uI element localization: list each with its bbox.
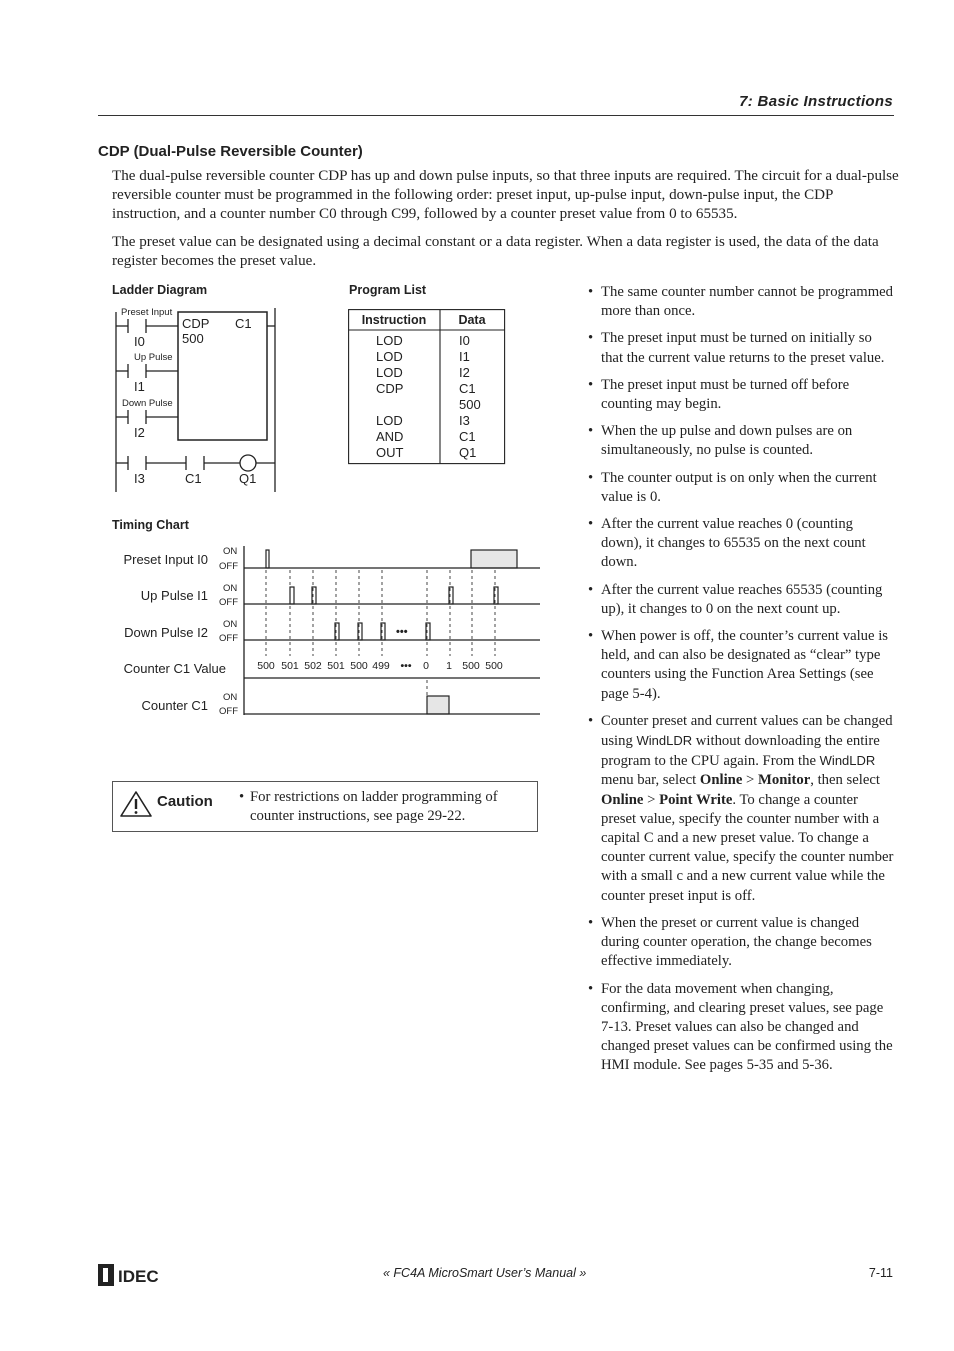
off-label: OFF [219, 597, 238, 608]
label-i0: I0 [134, 334, 145, 349]
label-q1: Q1 [239, 471, 257, 486]
row-instruction: OUT [376, 445, 404, 460]
note-text: After the current value reaches 65535 (counting up), it changes to 0 on the next count up. [601, 581, 883, 617]
menu-name: Point Write [659, 791, 733, 808]
off-label: OFF [219, 561, 238, 572]
coil-q1 [240, 455, 256, 471]
on-label: ON [223, 546, 238, 557]
timing-chart [108, 538, 544, 718]
col-data-header: Data [458, 313, 486, 327]
intro-paragraph-2: The preset value can be designated using a decimal constant or a data register. When a data register is used, the data of the data register becomes the preset value. [112, 234, 879, 270]
section-title: CDP (Dual-Pulse Reversible Counter) [98, 143, 363, 160]
bullet-symbol: • [588, 914, 594, 931]
box-counter: C1 [235, 316, 252, 331]
counter-value: 0 [423, 660, 429, 672]
software-name: WindLDR [636, 733, 693, 749]
box-preset: 500 [182, 331, 204, 346]
list-item [588, 515, 894, 573]
counter-value: 502 [304, 660, 322, 672]
label-i1: I1 [134, 379, 145, 394]
notes-list [588, 283, 894, 1084]
list-item [588, 422, 894, 460]
bullet-symbol: • [588, 516, 594, 533]
counter-value: 500 [257, 660, 275, 672]
menu-name: Online [699, 772, 743, 789]
signal-preset-input: Preset Input I0 [123, 552, 208, 567]
manual-title: « FC4A MicroSmart User’s Manual » [383, 1266, 587, 1280]
ladder-diagram-heading: Ladder Diagram [112, 283, 208, 297]
list-item [588, 712, 894, 906]
down-pulse-ellipsis: ••• [396, 626, 408, 638]
preset-pulse [266, 550, 269, 568]
menu-separator: > [742, 772, 759, 789]
ladder-diagram [108, 300, 284, 496]
bullet-symbol: • [588, 628, 594, 645]
on-label: ON [223, 619, 238, 630]
counter-value: 1 [446, 660, 452, 672]
caution-text [239, 788, 529, 826]
menu-name: Monitor [758, 772, 811, 789]
warning-triangle-icon [119, 790, 153, 818]
row-instruction: CDP [376, 381, 404, 396]
bullet-symbol: • [588, 376, 594, 393]
row-data: I1 [459, 349, 470, 364]
label-c1: C1 [185, 471, 202, 486]
list-item [588, 581, 894, 619]
chapter-title: 7: Basic Instructions [739, 93, 893, 110]
counter-value-ellipsis: ••• [400, 660, 412, 672]
note-text: After the current value reaches 0 (counting down), it changes to 65535 on the next count down. [601, 516, 866, 571]
counter-value: 500 [485, 660, 503, 672]
on-label: ON [223, 583, 238, 594]
caution-bullet: • [239, 789, 245, 805]
list-item [588, 329, 894, 367]
counter-output-pulse [427, 696, 449, 714]
note-text: The counter output is on only when the current value is 0. [601, 469, 877, 505]
note-text-part: Counter preset and current values can be changed using [601, 712, 893, 750]
list-item [588, 627, 894, 704]
note-text-part: menu bar, select [601, 772, 700, 789]
bullet-symbol: • [588, 423, 594, 440]
list-item [588, 376, 894, 414]
program-list-heading: Program List [349, 283, 427, 297]
note-text: When the preset or current value is changed during counter operation, the change becomes effective immediately. [601, 914, 872, 970]
bullet-symbol: • [588, 330, 594, 347]
idec-logo [98, 1264, 170, 1288]
note-text: The preset input must be turned off before counting may begin. [601, 376, 850, 413]
bullet-symbol: • [588, 980, 594, 997]
signal-up-pulse: Up Pulse I1 [140, 588, 208, 603]
row-data: Q1 [459, 445, 477, 460]
counter-value: 501 [281, 660, 299, 672]
note-text: When the up pulse and down pulses are on simultaneously, no pulse is counted. [601, 423, 853, 459]
bullet-symbol: • [588, 712, 594, 729]
note-text: The same counter number cannot be programmed more than once. [601, 284, 894, 320]
intro-paragraph-1: The dual-pulse reversible counter CDP has up and down pulse inputs, so that three inputs are required. The circuit for a dual-pulse reversible counter must be programmed in the following order: preset input, up-pulse input, down-pulse input, the CDP instruction, and a counter number C0 through C99, followed by a counter preset value from 0 to 65535. [112, 168, 899, 223]
row-data: C1 [459, 429, 476, 444]
page-number: 7-11 [868, 1266, 893, 1280]
on-label: ON [223, 692, 238, 703]
preset-input-label: Preset Input [121, 307, 173, 318]
row-data: C1 [459, 381, 476, 396]
signal-down-pulse: Down Pulse I2 [124, 625, 208, 640]
off-label: OFF [219, 706, 238, 717]
label-i2: I2 [134, 425, 145, 440]
label-i3: I3 [134, 471, 145, 486]
row-instruction: LOD [376, 365, 403, 380]
counter-value: 500 [350, 660, 368, 672]
list-item [588, 914, 894, 972]
bullet-symbol: • [588, 284, 594, 300]
note-text: For the data movement when changing, confirming, and clearing preset values, see page 7-13. Preset values can also be changed and changed preset values can be confirmed using the HMI module. See pages 5-35 and 5-36. [601, 980, 893, 1074]
menu-separator: > [643, 791, 660, 808]
note-text-part: without downloading the entire program to the CPU again. From the [601, 733, 880, 770]
box-instruction: CDP [182, 316, 210, 331]
note-text-part: . To change a counter preset value, specify the counter number with a capital C and a new preset value. To change a counter current value, specify the counter number with a small c and a new current value while the counter preset input is off. [601, 791, 894, 904]
counter-value: 500 [462, 660, 480, 672]
off-label: OFF [219, 633, 238, 644]
counter-value: 501 [327, 660, 345, 672]
row-instruction: LOD [376, 413, 403, 428]
list-item [588, 980, 894, 1076]
down-pulse-label: Down Pulse [122, 398, 173, 409]
caution-label: Caution [157, 793, 213, 810]
signal-counter-value: Counter C1 Value [123, 661, 226, 676]
note-text-part: , then select [810, 772, 880, 789]
preset-pulse [471, 550, 517, 568]
software-name: WindLDR [819, 753, 876, 769]
row-data: 500 [459, 397, 481, 412]
header-rule [98, 115, 894, 116]
note-text [601, 713, 893, 904]
caution-body: For restrictions on ladder programming of counter instructions, see page 29-22. [250, 789, 498, 825]
row-data: I2 [459, 365, 470, 380]
counter-value: 499 [372, 660, 390, 672]
row-data: I0 [459, 333, 470, 348]
logo-text: IDEC [118, 1267, 159, 1286]
up-pulse [290, 587, 294, 604]
col-instruction-header: Instruction [361, 313, 427, 327]
list-item [588, 283, 894, 321]
row-instruction: LOD [376, 349, 403, 364]
bullet-symbol: • [588, 581, 594, 598]
note-text: When power is off, the counter’s current value is held, and can also be designated as “clear” type counters using the Function Area Settings (see page 5-4). [601, 628, 888, 702]
timing-chart-heading: Timing Chart [112, 518, 189, 532]
bullet-symbol: • [588, 469, 594, 486]
program-list-table [348, 309, 506, 466]
row-data: I3 [459, 413, 470, 428]
list-item [588, 469, 894, 507]
menu-name: Online [601, 791, 644, 808]
row-instruction: AND [376, 429, 404, 444]
up-pulse-label: Up Pulse [134, 352, 173, 363]
caution-box [112, 781, 538, 832]
note-text: The preset input must be turned on initially so that the current value returns to the preset value. [601, 330, 885, 366]
signal-counter-output: Counter C1 [141, 698, 208, 713]
row-instruction: LOD [376, 333, 403, 348]
